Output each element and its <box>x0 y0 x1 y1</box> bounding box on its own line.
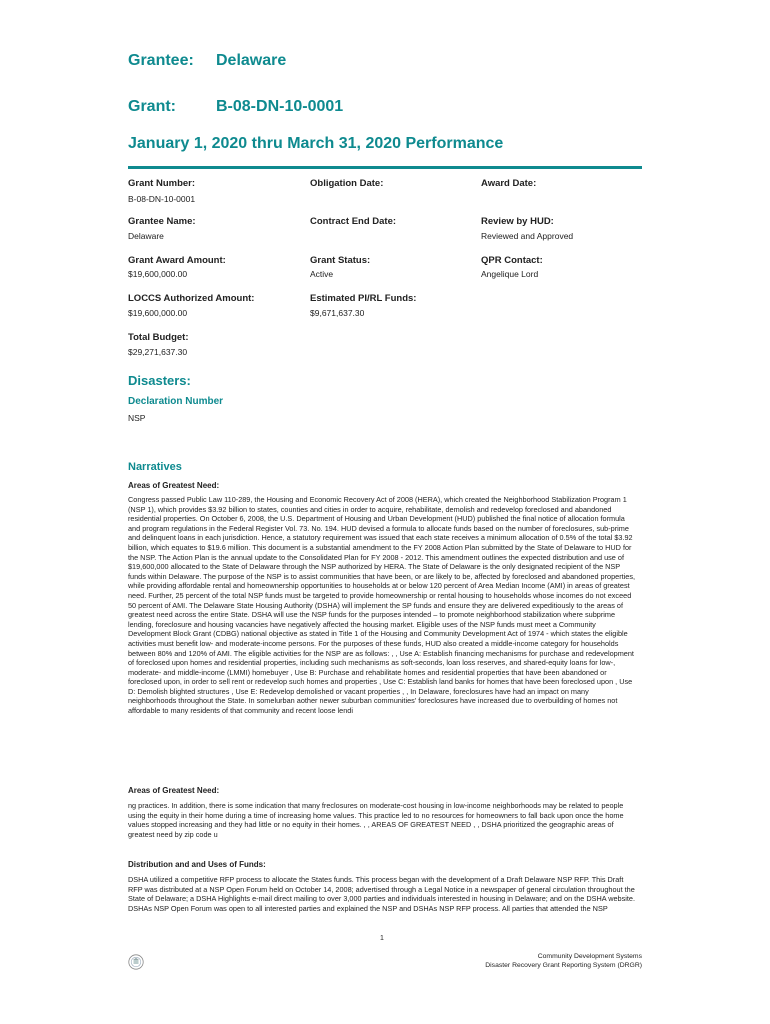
declaration-number-label: Declaration Number <box>128 396 224 407</box>
header-divider <box>128 166 642 169</box>
loccs-authorized-amount-value: $19,600,000.00 <box>128 308 188 318</box>
hud-seal-icon <box>128 954 144 970</box>
qpr-contact-value: Angelique Lord <box>481 269 539 279</box>
grant-award-amount-value: $19,600,000.00 <box>128 269 188 279</box>
review-by-hud-label: Review by HUD: <box>481 216 554 227</box>
grantee-header <box>128 52 286 70</box>
estimated-pirl-funds-value: $9,671,637.30 <box>310 308 365 318</box>
obligation-date-label: Obligation Date: <box>310 178 384 189</box>
performance-period-title: January 1, 2020 thru March 31, 2020 Performance <box>128 135 504 152</box>
grant-status-label: Grant Status: <box>310 255 371 266</box>
loccs-authorized-amount-label: LOCCS Authorized Amount: <box>128 293 255 304</box>
areas-of-greatest-need-heading: Areas of Greatest Need: <box>128 481 220 490</box>
qpr-contact-label: QPR Contact: <box>481 255 543 266</box>
total-budget-value: $29,271,637.30 <box>128 347 188 357</box>
narratives-title: Narratives <box>128 461 182 473</box>
disasters-title: Disasters: <box>128 373 191 388</box>
estimated-pirl-funds-label: Estimated PI/RL Funds: <box>310 293 417 304</box>
grantee-label: Grantee: <box>128 52 194 69</box>
grantee-name-value: Delaware <box>128 231 164 241</box>
declaration-number-value: NSP <box>128 413 146 423</box>
areas-of-greatest-need-text-continued: ng practices. In addition, there is some indication that many freclosures on moderate-cost housing in low-income neighborhoods may be related to people using the equity in their home during a time of increasing home values. This practice led to no resources for homeowners to fall back upon once the home values stopped increasing and they had little or no equity in their homes. , , AREAS OF GREATEST NEED , , DSHA prioritized the geographic areas of greatest need by zip code u <box>128 801 624 839</box>
distribution-uses-text: DSHA utilized a competitive RFP process to allocate the States funds. This process began with the development of a Draft Delaware NSP RFP. This Draft RFP was distributed at a NSP Open Forum held on October 14, 2008; advertised through a Legal Notice in a newspaper of general circulation throughout the State of Delaware; a DSHA Highlights e-mail direct mailing to over 3,000 parties and individuals interested in housing in Delaware; and on the DSHA website. DSHAs NSP Open Forum was open to all interested parties and explained the NSP and DSHAs NSP RFP process. All parties that attended the NSP <box>128 875 636 913</box>
grant-status-value: Active <box>310 269 334 279</box>
areas-of-greatest-need-heading-continued: Areas of Greatest Need: <box>128 786 220 795</box>
grantee-name-label: Grantee Name: <box>128 216 196 227</box>
grant-value: B-08-DN-10-0001 <box>216 98 344 115</box>
review-by-hud-value: Reviewed and Approved <box>481 231 574 241</box>
grant-label: Grant: <box>128 98 176 115</box>
system-footer-line1: Community Development Systems <box>537 953 642 960</box>
grant-number-label: Grant Number: <box>128 178 196 189</box>
grant-header <box>128 98 343 116</box>
grant-award-amount-label: Grant Award Amount: <box>128 255 226 266</box>
system-footer-line2: Disaster Recovery Grant Reporting System (DRGR) <box>485 962 642 969</box>
grantee-value: Delaware <box>216 52 287 69</box>
contract-end-date-label: Contract End Date: <box>310 216 397 227</box>
system-footer <box>485 952 642 970</box>
areas-of-greatest-need-text: Congress passed Public Law 110-289, the Housing and Economic Recovery Act of 2008 (HERA), which created the Neighborhood Stabilization Program 1 (NSP 1), which provides $3.92 billion to states, counties and cities in order to acquire, rehabilitate, demolish and redevelop foreclosed and abandoned residential properties. On October 6, 2008, the U.S. Department of Housing and Urban Development (HUD) published the final notice of allocation formula and program regulations in the Federal Register Vol. 73. No. 194. HUD devised a formula to allocate funds based on the number of foreclosures, sub-prime and delinquent loans in each jurisdiction. Hence, a statutory requirement was issued that each state receives a minimum allocation of 0.5% of the total $3.92 billion, which equates to $19.6 million. This document is a substantial amendment to the FY 2008 Action Plan submitted by the State of Delaware to HUD for the NSP. The Action Plan is the annual update to the Consolidated Plan for FY 2008 - 2012. This amendment outlines the expected distribution and use of $19,600,000 allocated to the State of Delaware through the NSP authorized by HERA. The State of Delaware is the only designated recipient of the NSP funds within Delaware. The purpose of the NSP is to assist communities that have been, or are likely to be, affected by foreclosed and abandoned properties, while providing affordable rental and homeownership opportunities to households at or below 120 percent of Area Median Income (AMI) in areas of greatest need. Further, 25 percent of the total NSP funds must be targeted to provide homeownership or rental housing to households whose incomes do not exceed 50 percent of AMI. The Delaware State Housing Authority (DSHA) will implement the SP funds and ensure they are delivered expeditiously to the areas of greatest need across the entire State. DSHA will use the NSP funds for the purposes intended – to promote neighborhood stabilization where subprime lending, foreclosure and housing vacancies have negatively affected the housing market. Eligible uses of the NSP funds must meet a Community Development Block Grant (CDBG) national objective as stated in Title 1 of the Housing and Community Development Act of 1974 - which states the eligible activities must benefit low- and moderate-income persons. For the purposes of these funds, HUD also created a middle-income category for households between 80% and 120% of AMI. The eligible activities for the NSP are as follows: , , Use A: Establish financing mechanisms for purchase and redevelopment of foreclosed upon homes and residential properties, including such mechanisms as soft-seconds, loan loss reserves, and shared-equity loans for low-, moderate- and middle-income (LMMI) homebuyer , Use B: Purchase and rehabilitate homes and residential properties that have been abandoned or foreclosed upon, in order to sell rent or redevelop such homes and properties , Use C: Establish land banks for homes that have been foreclosed upon , Use D: Demolish blighted structures , Use E: Redevelop demolished or vacant properties , , In Delaware, foreclosures have had an impact on many neighborhoods throughout the State. In somelurban aother newer suburban communities' foreclosures have increased due to overbuilding of homes not affordable to many residents of that community and recent loose lendi <box>128 495 636 716</box>
award-date-label: Award Date: <box>481 178 537 189</box>
distribution-uses-heading: Distribution and and Uses of Funds: <box>128 860 266 869</box>
grant-number-value: B-08-DN-10-0001 <box>128 194 196 204</box>
total-budget-label: Total Budget: <box>128 332 189 343</box>
page-number: 1 <box>380 935 384 942</box>
